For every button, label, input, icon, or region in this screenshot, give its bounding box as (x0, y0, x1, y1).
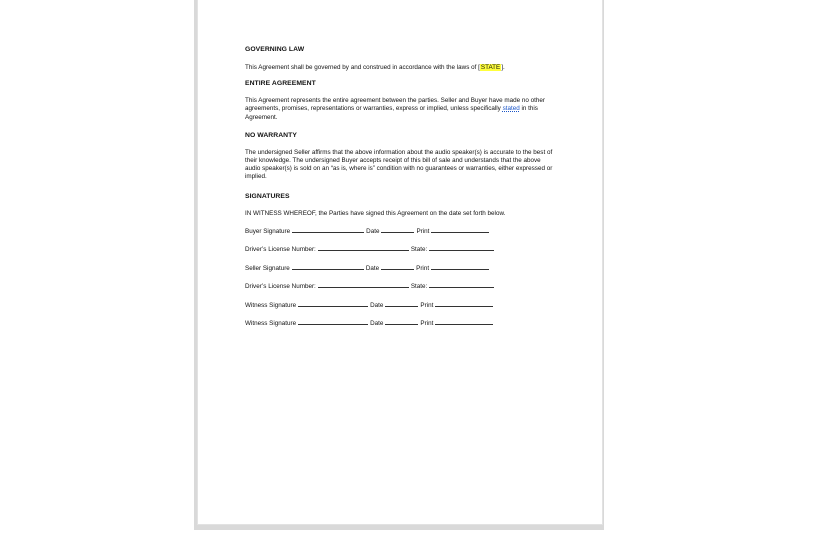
buyer-print-label: Print (416, 227, 430, 235)
buyer-state-blank[interactable] (429, 244, 494, 251)
state-placeholder[interactable]: STATE (480, 64, 501, 71)
witness-intro: IN WITNESS WHEREOF, the Parties have signed this Agreement on the date set forth below. (245, 209, 506, 217)
buyer-license-label: Driver’s License Number: (245, 246, 316, 254)
buyer-license-blank[interactable] (318, 244, 409, 251)
no-warranty-heading: NO WARRANTY (245, 131, 297, 139)
seller-state-label: State: (410, 283, 428, 291)
witness2-date-label: Date (370, 320, 384, 328)
seller-date-label: Date (365, 264, 380, 272)
witness2-print-label: Print (420, 320, 434, 328)
stated-link[interactable]: stated (502, 105, 520, 113)
seller-date-blank[interactable] (381, 263, 414, 270)
governing-law-text-after: ]. (501, 64, 505, 71)
witness2-signature-blank[interactable] (298, 318, 368, 325)
buyer-signature-label: Buyer Signature (245, 227, 291, 235)
entire-agreement-text-after: in this Agreement. (245, 105, 538, 121)
witness1-signature-line (245, 300, 557, 310)
document-page (197, 0, 603, 525)
entire-agreement-text-before: This Agreement represents the entire agreement between the parties. Seller and Buyer have made no other agreements, promises, representations or warranties, express or implied, unless specifically (245, 97, 545, 113)
seller-license-line (245, 281, 557, 291)
witness1-print-label: Print (420, 301, 434, 309)
signatures-heading: SIGNATURES (245, 192, 290, 200)
witness2-print-blank[interactable] (435, 318, 493, 325)
governing-law-heading: GOVERNING LAW (245, 46, 305, 53)
no-warranty-paragraph: The undersigned Seller affirms that the above information about the audio speaker(s) is accurate to the best of their knowledge. The undersigned Buyer accepts receipt of this bill of sale and understands that the above audio speaker(s) is sold on an “as is, where is” condition with no guarantees or warranties, either expressed or implied. (245, 148, 553, 181)
witness1-date-label: Date (370, 301, 384, 309)
seller-signature-blank[interactable] (292, 263, 364, 270)
seller-signature-line (245, 263, 557, 273)
buyer-signature-blank[interactable] (292, 226, 364, 233)
buyer-license-line (245, 244, 557, 254)
witness1-signature-label: Witness Signature (245, 301, 297, 309)
witness1-signature-blank[interactable] (298, 300, 368, 307)
buyer-date-blank[interactable] (381, 226, 414, 233)
buyer-state-label: State: (410, 246, 428, 254)
witness2-date-blank[interactable] (385, 318, 418, 325)
buyer-date-label: Date (366, 227, 380, 235)
buyer-signature-line (245, 226, 557, 236)
entire-agreement-heading: ENTIRE AGREEMENT (245, 80, 316, 88)
seller-print-blank[interactable] (431, 263, 489, 270)
governing-law-paragraph (245, 64, 557, 72)
entire-agreement-paragraph (245, 97, 557, 122)
seller-signature-label: Seller Signature (245, 264, 290, 272)
governing-law-text-before: This Agreement shall be governed by and construed in accordance with the laws of [ (245, 64, 480, 71)
witness1-date-blank[interactable] (385, 300, 418, 307)
seller-license-blank[interactable] (318, 281, 409, 288)
page-content (245, 46, 557, 328)
witness2-signature-label: Witness Signature (245, 320, 297, 328)
witness1-print-blank[interactable] (435, 300, 493, 307)
witness2-signature-line (245, 318, 557, 328)
seller-print-label: Print (416, 264, 430, 272)
seller-license-label: Driver’s License Number: (245, 283, 316, 291)
buyer-print-blank[interactable] (431, 226, 489, 233)
seller-state-blank[interactable] (429, 281, 494, 288)
